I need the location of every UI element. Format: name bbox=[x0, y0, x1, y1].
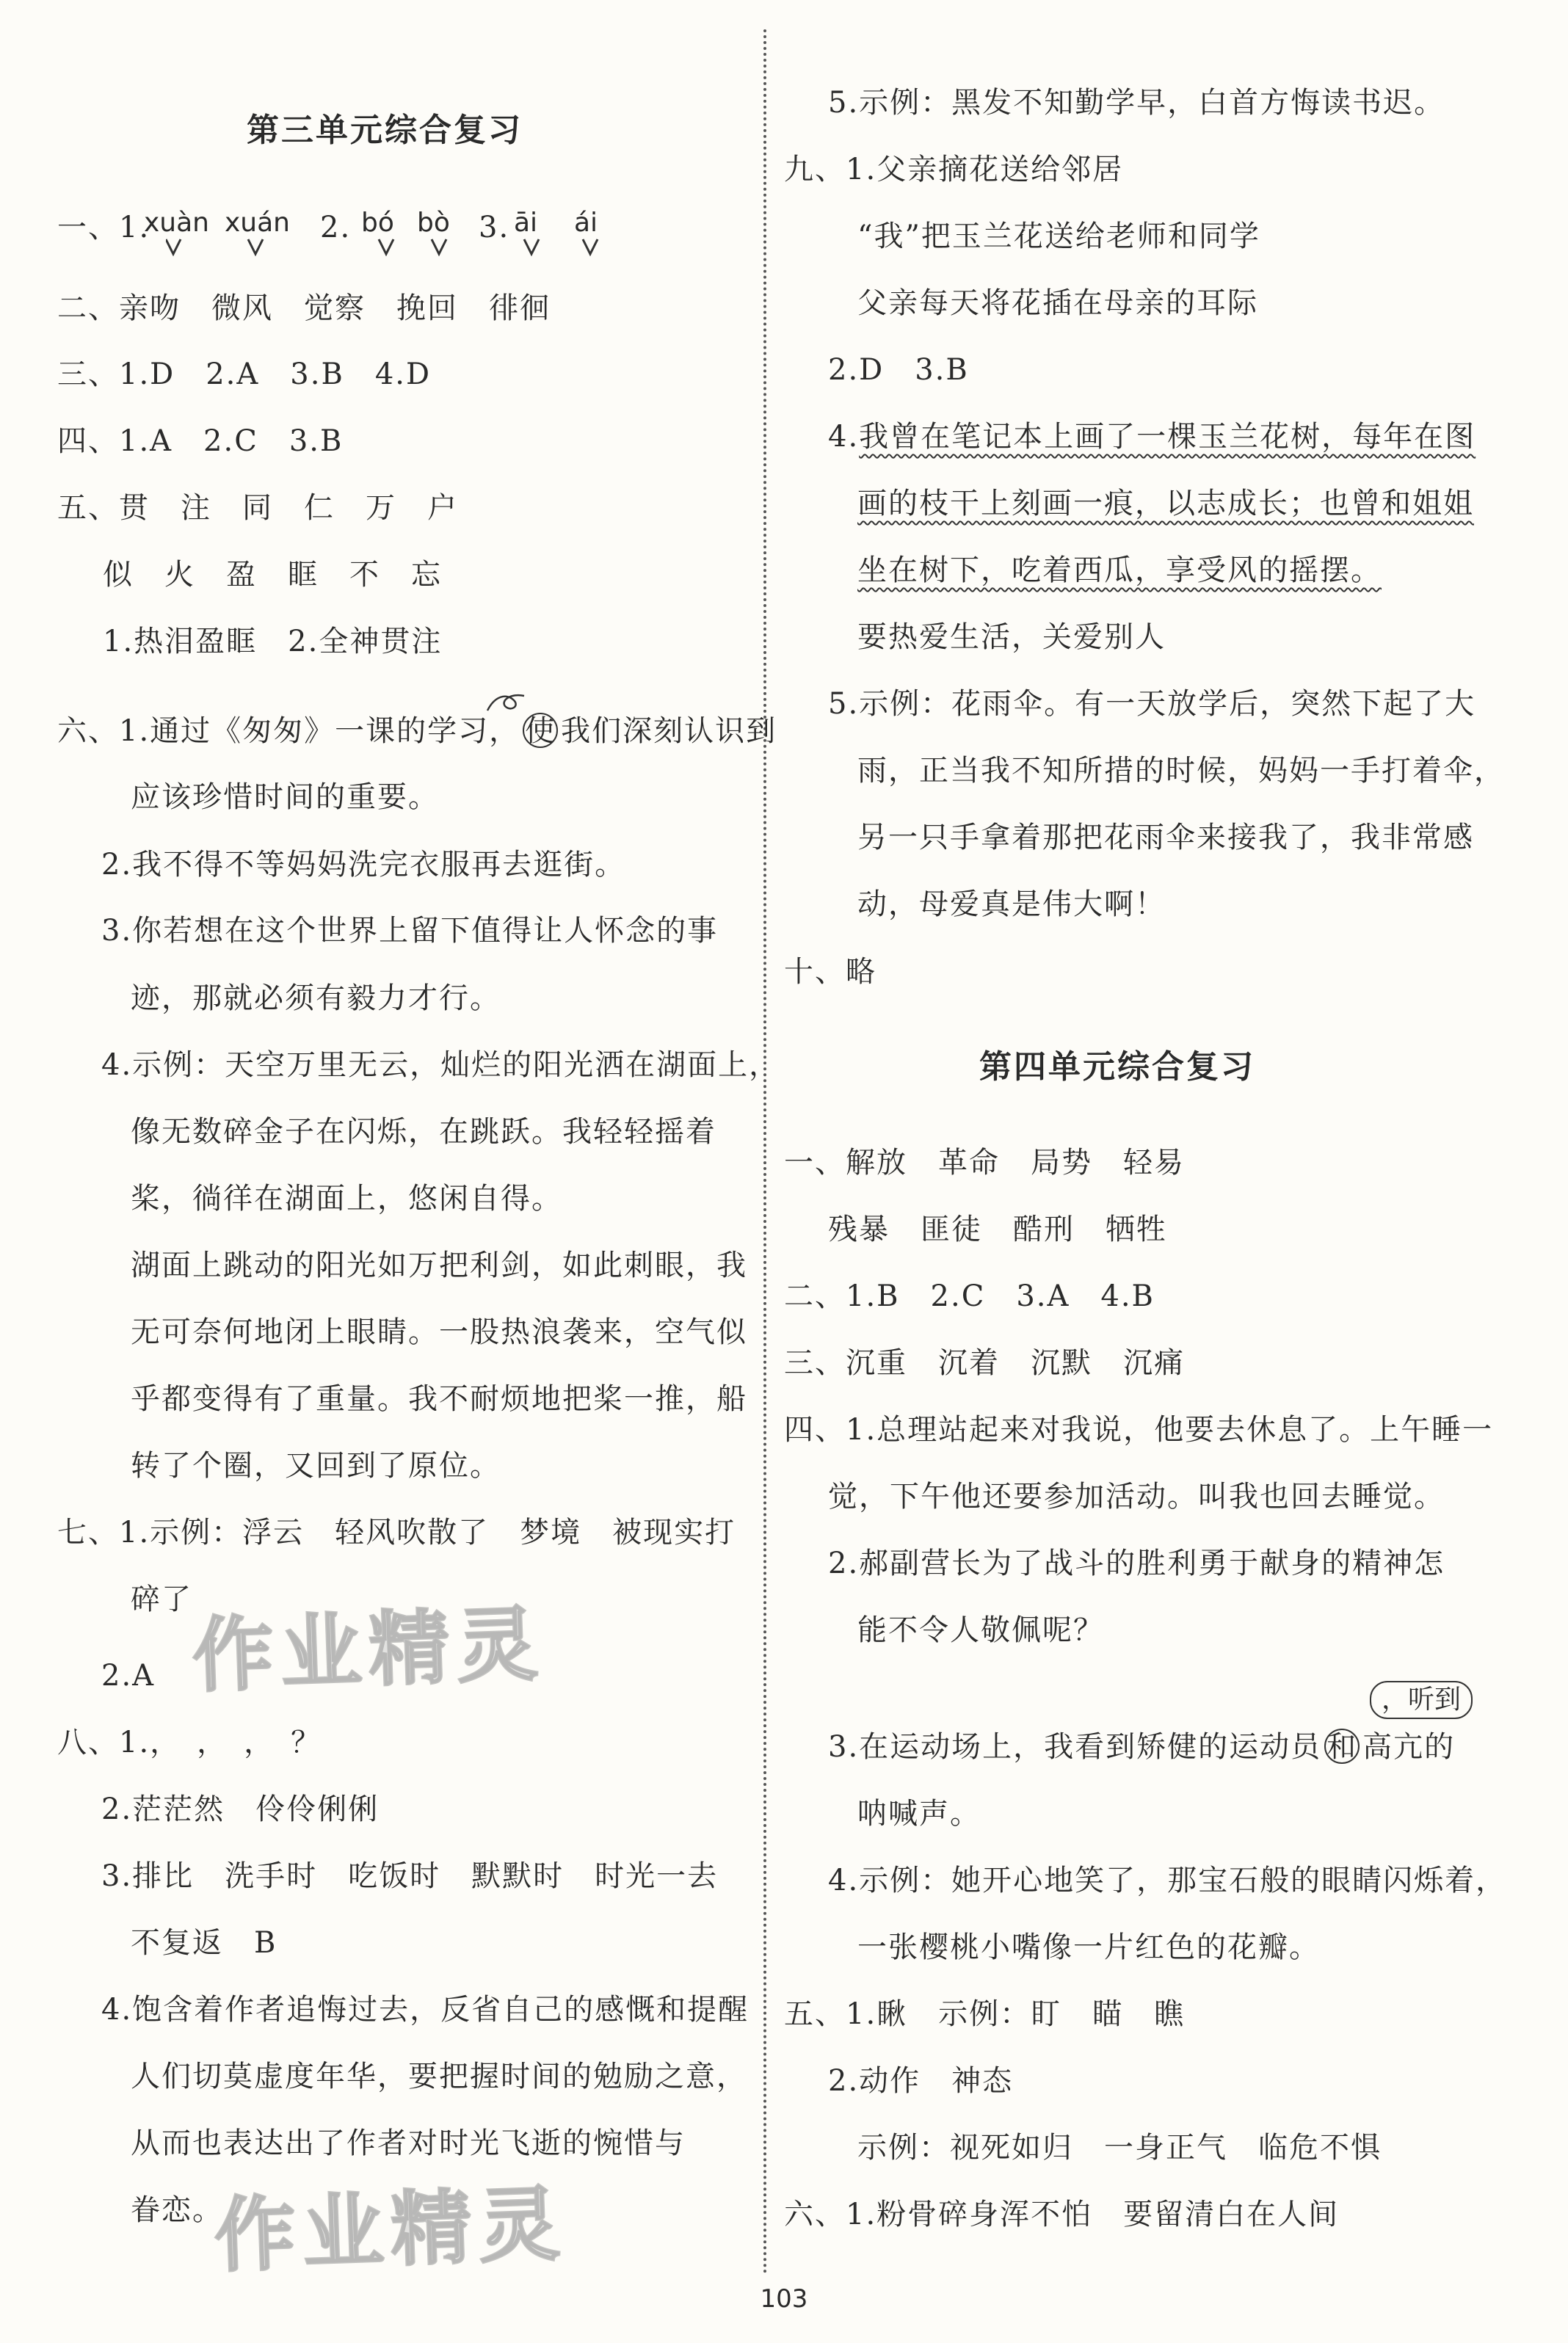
q6-1a bbox=[57, 711, 777, 752]
q8-4b: 人们切莫虚度年华，要把握时间的勉励之意， bbox=[131, 2060, 747, 2093]
q9-5b: 雨，正当我不知所措的时候，妈妈一手打着伞， bbox=[857, 754, 1505, 788]
column-divider bbox=[763, 29, 766, 2275]
circled-insert-mark: 使 bbox=[523, 713, 558, 748]
s4-4b: 一张樱桃小嘴像一片红色的花瓣。 bbox=[857, 1930, 1320, 1964]
q6-2: 2.我不得不等妈妈洗完衣服再去逛街。 bbox=[101, 848, 626, 882]
s4-1b: 觉，下午他还要参加活动。叫我也回去睡觉。 bbox=[828, 1480, 1445, 1514]
q4: 四、1.A 2.C 3.B bbox=[57, 424, 344, 458]
watermark-2: 作业精灵 bbox=[213, 2176, 569, 2284]
q8-4d: 眷恋。 bbox=[131, 2193, 223, 2227]
q7-1b: 碎了 bbox=[131, 1583, 192, 1616]
s5-1: 五、1.瞅 示例：盯 瞄 瞧 bbox=[784, 1997, 1186, 2031]
q8-4a: 4.饱含着作者追悔过去，反省自己的感慨和提醒 bbox=[101, 1993, 749, 2027]
q8-3b: 不复返 B bbox=[131, 1926, 277, 1960]
q9-1b: “我”把玉兰花送给老师和同学 bbox=[857, 219, 1260, 253]
s5-2: 2.动作 神态 bbox=[828, 2064, 1014, 2098]
s4-3a bbox=[828, 1726, 1455, 1768]
swirl-mark-icon bbox=[484, 690, 529, 715]
q3: 三、1.D 2.A 3.B 4.D bbox=[57, 357, 432, 391]
q8-2: 2.茫茫然 伶伶俐俐 bbox=[101, 1792, 380, 1826]
s4-3a-post: 高亢的 bbox=[1362, 1730, 1456, 1764]
q5b: 似 火 盈 眶 不 忘 bbox=[103, 558, 442, 592]
q6-4g: 转了个圈，又回到了原位。 bbox=[131, 1449, 501, 1483]
q6-4a: 4.示例：天空万里无云，灿烂的阳光洒在湖面上， bbox=[101, 1048, 780, 1082]
check-marks-icon bbox=[166, 236, 606, 258]
q9-4a bbox=[828, 416, 1476, 457]
q9-5d: 动，母爱真是伟大啊！ bbox=[857, 887, 1166, 921]
q5a: 五、贯 注 同 仁 万 户 bbox=[57, 491, 458, 525]
q9-4c: 坐在树下，吃着西瓜，享受风的摇摆。 bbox=[857, 553, 1382, 587]
q9-5c: 另一只手拿着那把花雨伞来接我了，我非常感 bbox=[857, 821, 1474, 854]
q9-4a-pre: 4. bbox=[828, 420, 860, 454]
q6-4e: 无可奈何地闭上眼睛。一股热浪袭来，空气似 bbox=[131, 1315, 747, 1349]
s3: 三、沉重 沉着 沉默 沉痛 bbox=[784, 1346, 1185, 1380]
circled-he: 和 bbox=[1324, 1729, 1360, 1764]
unit4-title: 第四单元综合复习 bbox=[979, 1048, 1255, 1086]
q6-4f: 乎都变得有了重量。我不耐烦地把桨一推，船 bbox=[131, 1382, 747, 1416]
q9-1c: 父亲每天将花插在母亲的耳际 bbox=[857, 286, 1258, 320]
s4-2b: 能不令人敬佩呢？ bbox=[857, 1613, 1104, 1647]
q8-5: 5.示例：黑发不知勤学早，白首方悔读书迟。 bbox=[828, 86, 1445, 120]
q5c: 1.热泪盈眶 2.全神贯注 bbox=[103, 625, 443, 658]
q6-3a: 3.你若想在这个世界上留下值得让人怀念的事 bbox=[101, 914, 719, 948]
q6-1a-pre: 六、1.通过《匆匆》一课的学习， bbox=[57, 714, 520, 748]
q2: 二、亲吻 微风 觉察 挽回 徘徊 bbox=[57, 291, 551, 325]
insert-bubble: ，听到 bbox=[1370, 1681, 1473, 1719]
q8-4c: 从而也表达出了作者对时光飞逝的惋惜与 bbox=[131, 2126, 686, 2160]
s6-1: 六、1.粉骨碎身浑不怕 要留清白在人间 bbox=[784, 2198, 1340, 2231]
unit3-title: 第三单元综合复习 bbox=[247, 112, 523, 149]
s5-3: 示例：视死如归 一身正气 临危不惧 bbox=[857, 2131, 1382, 2165]
q8-1: 八、1.， ， ， ？ bbox=[57, 1726, 322, 1759]
s2: 二、1.B 2.C 3.A 4.B bbox=[784, 1279, 1155, 1313]
q6-1b: 应该珍惜时间的重要。 bbox=[131, 780, 439, 814]
q9-5a: 5.示例：花雨伞。有一天放学后，突然下起了大 bbox=[828, 687, 1476, 721]
q1-mid2: 3. bbox=[479, 211, 510, 244]
q9-4a-text: 我曾在笔记本上画了一棵玉兰花树，每年在图 bbox=[859, 420, 1476, 454]
q6-1a-post: 我们深刻认识到 bbox=[561, 714, 777, 748]
q8-3a: 3.排比 洗手时 吃饭时 默默时 时光一去 bbox=[101, 1859, 719, 1893]
s1b: 残暴 匪徒 酷刑 牺牲 bbox=[828, 1213, 1167, 1246]
q1-prefix: 一、1. bbox=[57, 211, 150, 244]
q6-3b: 迹，那就必须有毅力才行。 bbox=[131, 981, 501, 1015]
q9-4b: 画的枝干上刻画一痕，以志成长；也曾和姐姐 bbox=[857, 487, 1474, 520]
page-number: 103 bbox=[760, 2284, 808, 2314]
q9-2: 2.D 3.B bbox=[828, 353, 969, 387]
pinyin-3a: āi bbox=[514, 208, 538, 238]
pinyin-2a: bó bbox=[361, 208, 394, 238]
q6-4d: 湖面上跳动的阳光如万把利剑，如此刺眼，我 bbox=[131, 1249, 747, 1282]
s4-2a: 2.郝副营长为了战斗的胜利勇于献身的精神怎 bbox=[828, 1547, 1445, 1580]
q9-4d: 要热爱生活，关爱别人 bbox=[857, 620, 1166, 654]
q10: 十、略 bbox=[784, 955, 876, 989]
pinyin-2b: bò bbox=[417, 208, 450, 238]
q7-2: 2.A bbox=[101, 1659, 156, 1693]
pinyin-1a: xuàn bbox=[144, 208, 209, 238]
q1-mid1: 2. bbox=[320, 211, 352, 244]
watermark-1: 作业精灵 bbox=[191, 1596, 547, 1704]
s1a: 一、解放 革命 局势 轻易 bbox=[784, 1146, 1185, 1180]
q7-1a: 七、1.示例：浮云 轻风吹散了 梦境 被现实打 bbox=[57, 1516, 736, 1550]
s4-4a: 4.示例：她开心地笑了，那宝石般的眼睛闪烁着， bbox=[828, 1864, 1507, 1897]
s4-3a-pre: 3.在运动场上，我看到矫健的运动员 bbox=[828, 1730, 1322, 1764]
q6-4b: 像无数碎金子在闪烁，在跳跃。我轻轻摇着 bbox=[131, 1115, 716, 1149]
q9-1a: 九、1.父亲摘花送给邻居 bbox=[784, 153, 1124, 186]
pinyin-3b: ái bbox=[574, 208, 598, 238]
pinyin-1b: xuán bbox=[225, 208, 290, 238]
s4-3b: 呐喊声。 bbox=[857, 1797, 981, 1831]
s4-1a: 四、1.总理站起来对我说，他要去休息了。上午睡一 bbox=[784, 1413, 1494, 1447]
q6-4c: 桨，徜徉在湖面上，悠闲自得。 bbox=[131, 1182, 562, 1216]
